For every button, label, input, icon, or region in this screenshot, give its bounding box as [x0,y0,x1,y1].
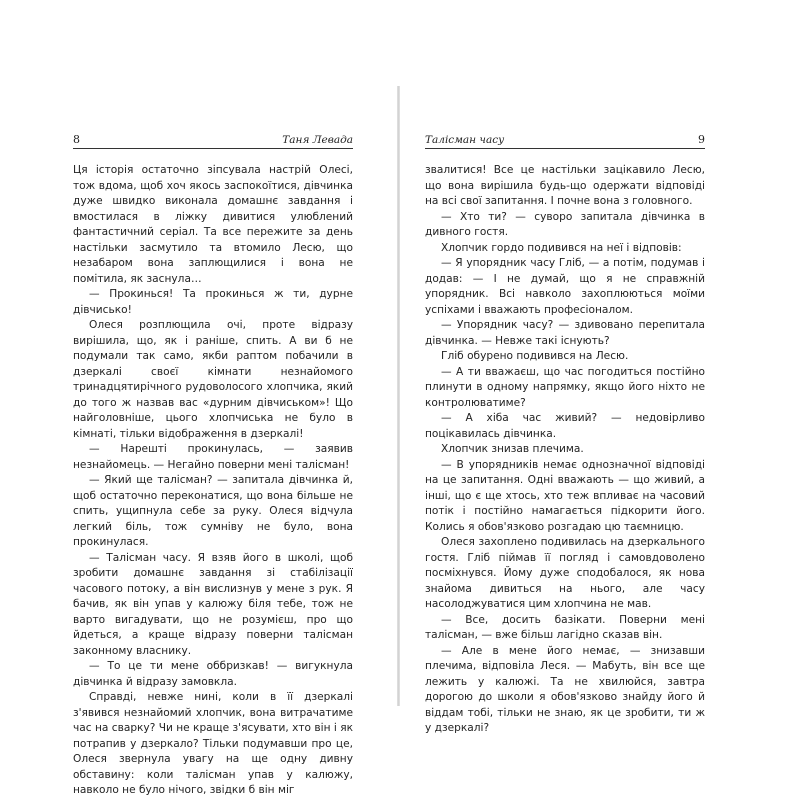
page-number: 8 [73,133,80,146]
paragraph: — Прокинься! Та прокинься ж ти, дурне дівчисько! [73,288,353,316]
running-head-title: Талісман часу [425,134,505,146]
left-page [73,132,353,799]
paragraph: звалитися! Все це настільки зацікавило Лесю, що вона вирішила будь-що одержати відповіді на всі свої запитання. І почне вона з головного. [425,164,705,207]
right-page [425,132,705,737]
paragraph: — А ти вважаєш, що час погодиться постійно плинути в одному напрямку, якщо його ніхто не контролюватиме? [425,365,705,409]
paragraph: — В упорядників немає однозначної відповіді на це запитання. Одні вважають — що живий, а інші, що є ще хтось, хто теж впливає на часовий потік і постійно намагається підкорити його. Колись я обов'язково розгадаю цю таємницю. [425,458,705,533]
paragraph: — Хто ти? — суворо запитала дівчинка в дивного гостя. [425,210,705,238]
paragraph: Справді, невже нині, коли в її дзеркалі з'явився незнайомий хлопчик, вона витрачатиме час на сварку? Чи не краще з'ясувати, хто він і як потрапив у дзеркало? Тільки подумавши про це, Олеся звернула увагу на ще одну дивну обставину: коли талісман упав у калюжу, навколо не було нічого, звідки б він міг [73,691,353,796]
paragraph: — Нарешті прокинулась, — заявив незнайомець. — Негайно поверни мені талісман! [73,443,353,471]
paragraph: Олеся розплющила очі, проте відразу вирішила, що, як і раніше, спить. А ви б не подумали так само, якби раптом побачили в дзеркалі своєї кімнати незнайомого тринадцятирічного рудоволосого хлопчика, який до того ж назвав вас «дурним дівчиськом»! Що найголовніше, цього хлопчиська не було в кімнаті, тільки відображення в дзеркалі! [73,319,353,440]
paragraph: — Але в мене його немає, — знизавши плечима, відповіла Леся. — Мабуть, він все ще лежить у калюжі. Та не хвилюйся, завтра дорогою до школи я обов'язково знайду його й віддам тобі, тільки не знаю, як це зробити, ти ж у дзеркалі? [425,644,705,734]
paragraph: — Який ще талісман? — запитала дівчинка й, щоб остаточно переконатися, що вона більше не спить, ущипнула себе за руку. Олеся відчула легкий біль, тож сумніву не було, вона прокинулася. [73,474,353,548]
paragraph: Ця історія остаточно зіпсувала настрій Олесі, тож вдома, щоб хоч якось заспокоїтися, дівчинка дуже швидко виконала домашнє завдання і вмостилася в ліжку дивитися улюблений фантастичний серіал. Та все пережите за день настільки засмутило та втомило Лесю, що незабаром вона заплющилися і вона не помітила, як заснула… [73,164,353,285]
paragraph: — То це ти мене оббризкав! — вигукнула дівчинка й відразу замовкла. [73,660,353,688]
left-page-header [73,132,353,149]
paragraph: Хлопчик знизав плечима. [441,443,584,455]
paragraph: Олеся захоплено подивилась на дзеркального гостя. Гліб піймав її погляд і самовдоволено посміхнувся. Йому дуже сподобалося, як нова знайома дивиться на нього, але часу насолоджуватися цим хлопчина не мав. [425,536,705,610]
paragraph: — Я упорядник часу Гліб, — а потім, подумав і додав: — І не думай, що я не справжній упорядник. Всі навколо захоплюються моїми успіхами і вважають професіоналом. [425,257,705,316]
paragraph: — Талісман часу. Я взяв його в школі, щоб зробити домашнє завдання зі стабілізації часового потоку, а він вислизнув у мене з рук. Я бачив, як він упав у калюжу біля тебе, тож не варто вигадувати, що не розумієш, про що йдеться, а краще відразу поверни талісман законному власнику. [73,551,353,657]
paragraph: Гліб обурено подивився на Лесю. [441,350,629,362]
right-page-body [425,163,705,737]
paragraph: Хлопчик гордо подивився на неї і відповів: [441,241,682,254]
book-gutter [397,86,400,706]
paragraph: — Все, досить базікати. Поверни мені талісман, — вже більш лагідно сказав він. [425,613,705,641]
running-head-author: Таня Левада [282,134,353,146]
page-number: 9 [698,133,705,146]
paragraph: — Упорядник часу? — здивовано перепитала дівчинка. — Невже такі існують? [425,319,705,347]
right-page-header [425,132,705,149]
left-page-body [73,163,353,799]
paragraph: — А хіба час живий? — недовірливо поцікавилась дівчинка. [425,412,705,440]
